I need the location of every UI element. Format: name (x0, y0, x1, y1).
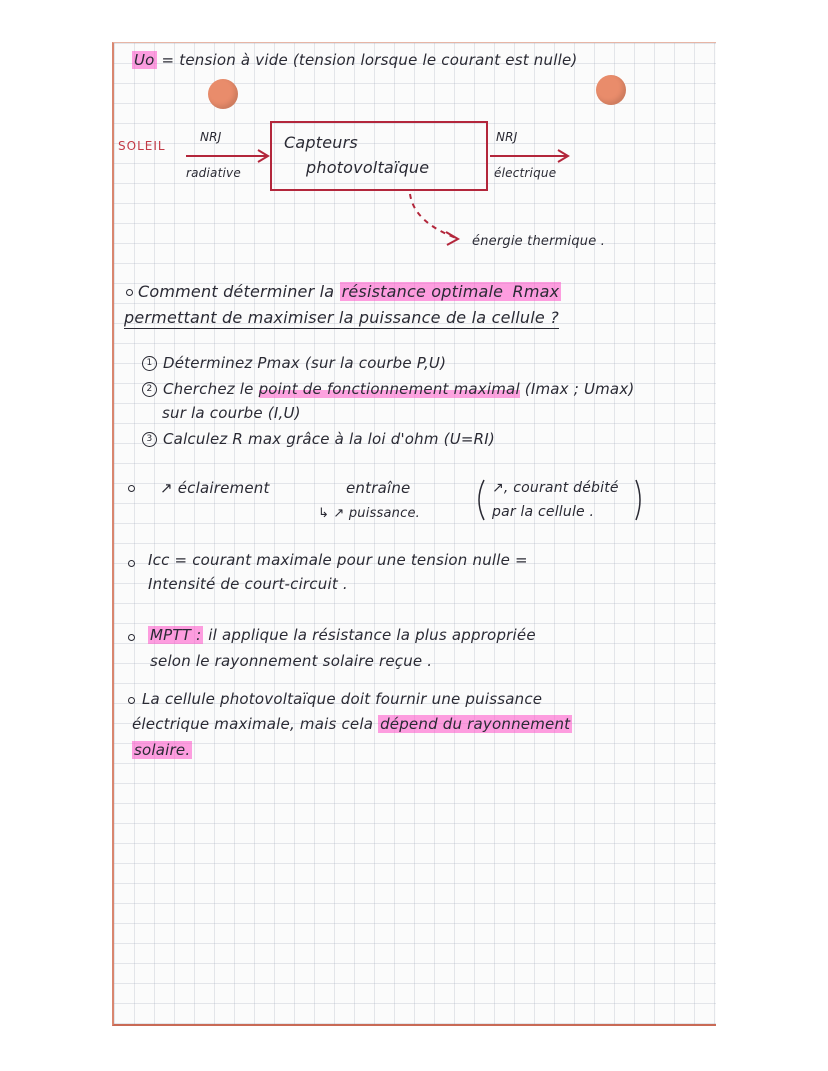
step-2-highlight: point de fonctionnement maximal (258, 380, 520, 398)
question-before: Comment déterminer la (138, 282, 340, 301)
step-1-number: 1 (142, 356, 157, 371)
final-line1: La cellule photovoltaïque doit fournir une puissance (142, 690, 543, 708)
step-3 (142, 429, 495, 449)
final-line3 (132, 740, 192, 760)
mppt-line2: selon le rayonnement solaire reçue . (150, 652, 433, 670)
bullet (128, 634, 135, 641)
step-2-before: Cherchez le (163, 380, 259, 398)
step-1 (142, 353, 446, 373)
bullet (128, 697, 135, 704)
loss-arrow-head (446, 232, 458, 245)
diagram-output-bottom: électrique (494, 166, 557, 180)
step-3-number: 3 (142, 432, 157, 447)
step-2 (142, 379, 634, 399)
question-line2: permettant de maximiser la puissance de la cellule ? (124, 308, 559, 327)
relation-entraine: entraîne (346, 479, 411, 497)
step-2-number: 2 (142, 382, 157, 397)
u0-term: Uo (134, 51, 155, 69)
bullet (128, 560, 135, 567)
u0-definition: = tension à vide (tension lorsque le courant est nulle) (161, 51, 578, 69)
final-line3-highlight: solaire. (134, 741, 191, 759)
relation-bracket-close (636, 480, 640, 520)
icc-line1: Icc = courant maximale pour une tension nulle = (148, 551, 528, 569)
diagram-input-bottom: radiative (186, 166, 241, 180)
step-3-text: Calculez R max grâce à la loi d'ohm (U=RI) (163, 430, 495, 448)
mppt-text: il applique la résistance la plus appropriée (203, 626, 536, 644)
diagram-source: SOLEIL (118, 139, 166, 153)
diagram-output-top: NRJ (496, 130, 518, 144)
question-line1 (138, 282, 561, 302)
diagram-input-top: NRJ (200, 130, 222, 144)
bullet (128, 485, 135, 492)
box-line1: Capteurs (284, 133, 358, 152)
loss-arrow (410, 194, 456, 238)
step-2-line2: sur la courbe (I,U) (162, 404, 301, 422)
mppt-line1 (148, 625, 536, 645)
box-line2: photovoltaïque (306, 158, 430, 177)
step-2-after: (Imax ; Umax) (519, 380, 635, 398)
final-line2 (132, 714, 572, 734)
relation-courant: ↗, courant débité (492, 480, 619, 496)
relation-cellule: par la cellule . (492, 504, 595, 520)
final-line2-text: électrique maximale, mais cela (132, 715, 379, 733)
step-1-text: Déterminez Pmax (sur la courbe P,U) (163, 354, 447, 372)
relation-puissance: ↳ ↗ puissance. (318, 506, 420, 521)
final-line2-highlight: dépend du rayonnement (380, 715, 571, 733)
relation-eclairement: ↗ éclairement (160, 479, 270, 497)
relation-bracket-open (479, 480, 484, 520)
mppt-label: MPTT : (150, 626, 202, 644)
question-after: Rmax (507, 282, 560, 301)
icc-line2: Intensité de court-circuit . (148, 575, 348, 593)
question-highlight: résistance optimale (341, 282, 504, 301)
bullet (126, 289, 133, 296)
diagram-loss: énergie thermique . (472, 234, 606, 249)
